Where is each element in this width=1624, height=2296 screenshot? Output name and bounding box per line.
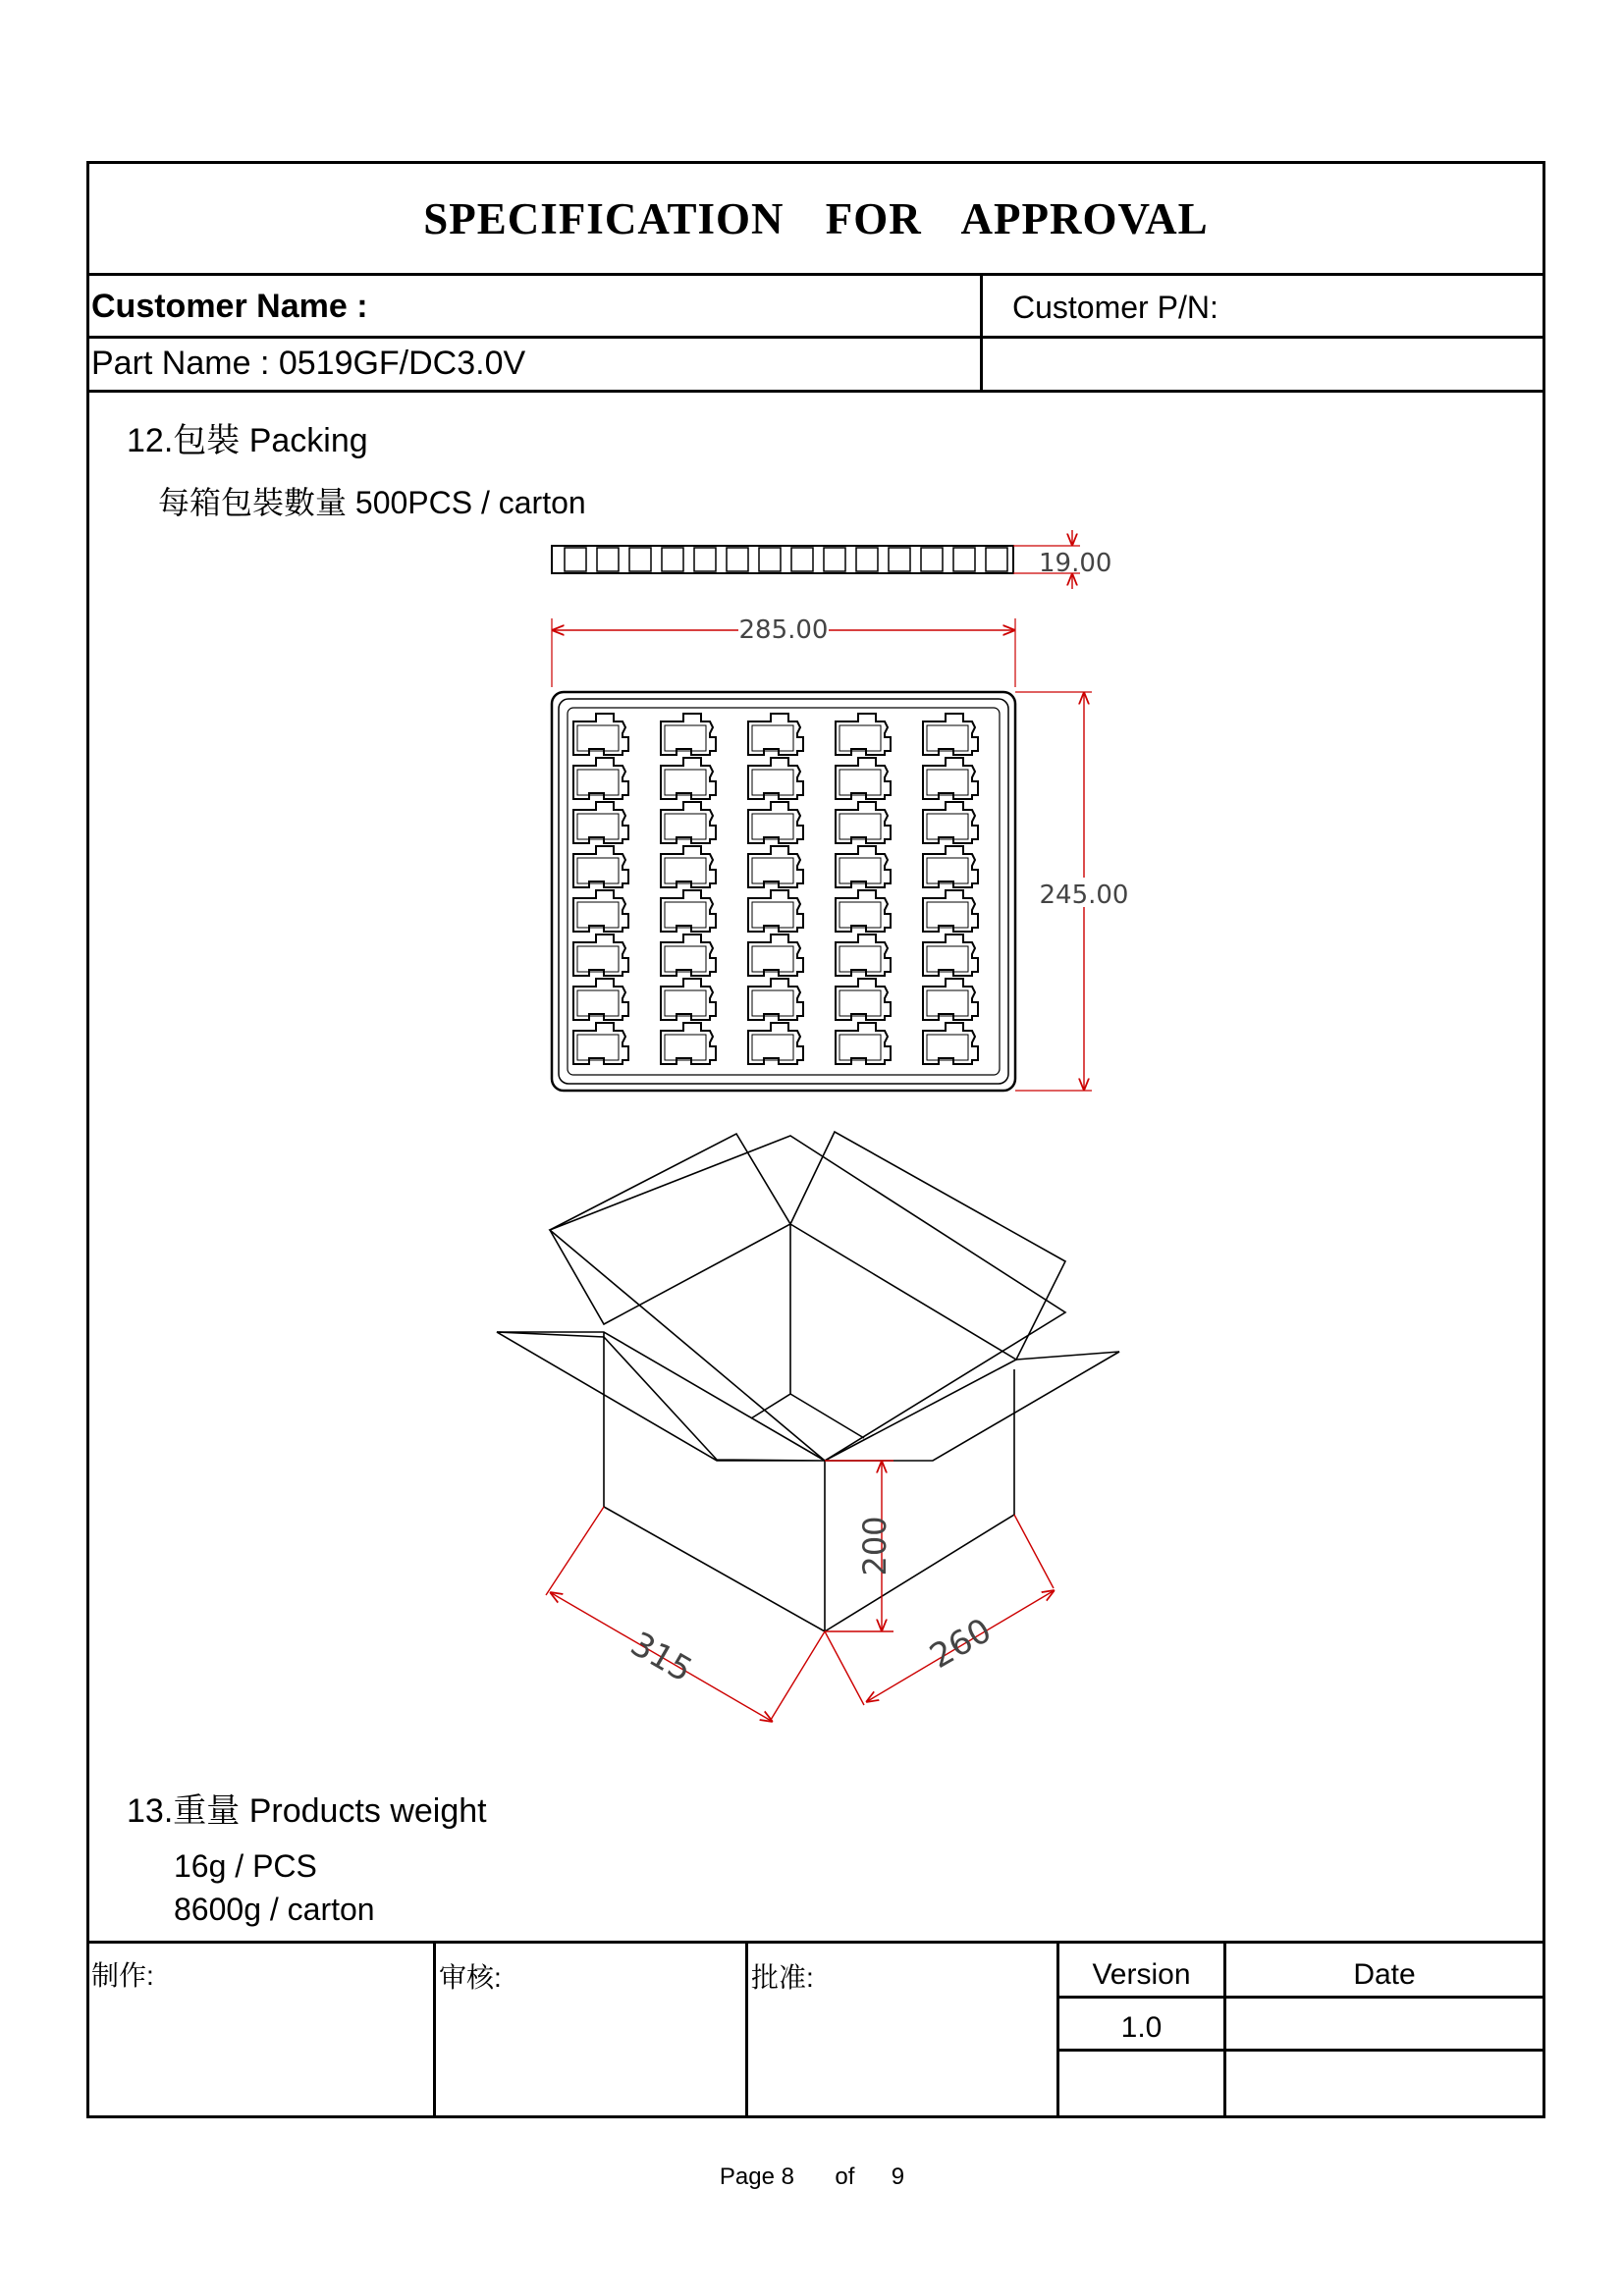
- tray-pocket: [661, 714, 716, 755]
- tray-pocket: [661, 802, 716, 843]
- tray-side-segment: [824, 548, 845, 571]
- packing-heading: 12.包裝 Packing: [127, 422, 368, 459]
- tray-side-view: [552, 530, 1080, 589]
- packing-per-carton: 每箱包裝數量 500PCS / carton: [158, 485, 586, 520]
- reviewed-by-label: 审核:: [439, 1962, 502, 1993]
- tray-pocket: [923, 714, 978, 755]
- customer-name-label: Customer Name :: [91, 288, 368, 325]
- tray-pocket: [748, 758, 803, 799]
- tray-side-segment: [629, 548, 651, 571]
- tray-pocket: [836, 890, 891, 932]
- tray-pocket: [661, 979, 716, 1020]
- carton-width-dim: 260: [923, 1610, 999, 1678]
- tray-side-segment: [662, 548, 683, 571]
- tray-pocket: [748, 979, 803, 1020]
- approved-by-label: 批准:: [751, 1962, 814, 1993]
- tray-pocket: [661, 1023, 716, 1064]
- version-value: 1.0: [1120, 2011, 1163, 2044]
- page-title: SPECIFICATION FOR APPROVAL: [423, 194, 1209, 243]
- made-by-label: 制作:: [91, 1960, 154, 1991]
- tray-side-segment: [889, 548, 910, 571]
- tray-pocket: [573, 890, 628, 932]
- tray-pocket: [836, 979, 891, 1020]
- tray-pocket: [923, 846, 978, 887]
- tray-side-segment: [759, 548, 781, 571]
- tray-side-segment: [856, 548, 878, 571]
- weight-per-carton: 8600g / carton: [174, 1892, 375, 1927]
- page-total: 9: [891, 2163, 905, 2190]
- tray-pocket: [748, 1023, 803, 1064]
- version-label: Version: [1092, 1958, 1191, 1991]
- page-of: of: [835, 2163, 855, 2190]
- tray-pocket: [923, 890, 978, 932]
- tray-pocket: [748, 890, 803, 932]
- tray-pocket: [573, 846, 628, 887]
- tray-pocket: [573, 758, 628, 799]
- tray-pocket: [748, 934, 803, 976]
- page-number: Page 8: [719, 2163, 794, 2190]
- tray-pocket: [836, 714, 891, 755]
- tray-pocket: [836, 934, 891, 976]
- page-footer: [0, 2163, 1624, 2191]
- tray-depth-dim: 245.00: [1039, 881, 1129, 910]
- tray-side-segment: [727, 548, 748, 571]
- tray-pocket: [923, 979, 978, 1020]
- tray-pocket: [836, 802, 891, 843]
- tray-pocket: [923, 758, 978, 799]
- tray-pocket: [836, 1023, 891, 1064]
- tray-pocket: [573, 714, 628, 755]
- tray-side-segment: [597, 548, 619, 571]
- weight-per-pcs: 16g / PCS: [174, 1848, 317, 1884]
- part-name: Part Name : 0519GF/DC3.0V: [91, 345, 526, 382]
- tray-top-view: [552, 692, 1015, 1091]
- customer-pn-label: Customer P/N:: [1012, 290, 1218, 325]
- tray-pocket: [748, 714, 803, 755]
- carton-dimensions: [546, 1461, 1055, 1722]
- tray-side-segment: [921, 548, 943, 571]
- tray-pocket: [573, 979, 628, 1020]
- tray-side-segment: [694, 548, 716, 571]
- tray-pocket: [661, 890, 716, 932]
- date-label: Date: [1353, 1958, 1416, 1991]
- tray-pocket: [836, 846, 891, 887]
- tray-pocket: [748, 802, 803, 843]
- tray-pocket: [923, 934, 978, 976]
- tray-pocket: [573, 802, 628, 843]
- tray-pocket: [661, 934, 716, 976]
- tray-pocket: [573, 934, 628, 976]
- tray-side-segment: [986, 548, 1007, 571]
- tray-pocket: [661, 758, 716, 799]
- tray-pocket: [923, 802, 978, 843]
- tray-pocket: [836, 758, 891, 799]
- tray-pocket: [573, 1023, 628, 1064]
- tray-width-dim: 285.00: [738, 615, 829, 645]
- carton-height-dim: 200: [856, 1516, 893, 1576]
- tray-side-segment: [791, 548, 813, 571]
- tray-pocket: [748, 846, 803, 887]
- tray-pocket: [923, 1023, 978, 1064]
- tray-side-segment: [565, 548, 586, 571]
- tray-pocket: [661, 846, 716, 887]
- weight-heading: 13.重量 Products weight: [127, 1792, 487, 1830]
- carton-length-dim: 315: [623, 1624, 699, 1691]
- tray-height-dim: 19.00: [1039, 549, 1112, 578]
- carton-drawing: [497, 1132, 1119, 1631]
- tray-side-segment: [953, 548, 975, 571]
